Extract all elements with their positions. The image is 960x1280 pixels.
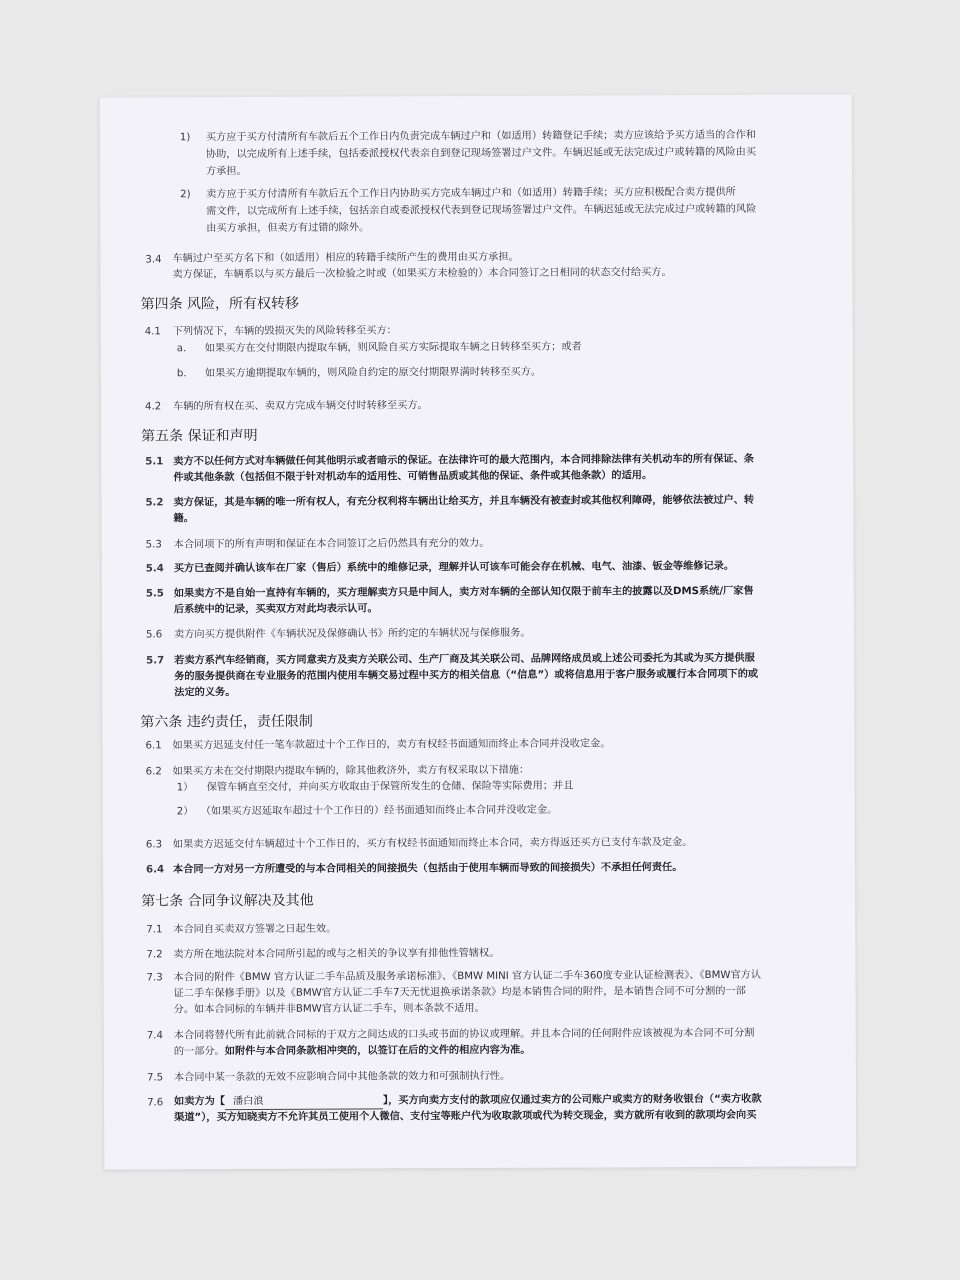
article-title: 第七条 合同争议解决及其他 [141, 892, 314, 910]
clause-line: 法定的义务。 [174, 687, 236, 699]
clause-line: 本合同项下的所有声明和保证在本合同签订之后仍然具有充分的效力。 [173, 537, 490, 551]
clause-line: 本合同中某一条款的无效不应影响合同中其他条款的效力和可强制执行性。 [173, 1070, 511, 1084]
clause-line: 由买方承担，但卖方有过错的除外。 [206, 222, 370, 235]
clause-num: a. [176, 343, 187, 355]
clause-line: 如果买方未在交付期限内提取车辆的，除其他救济外，卖方有权采取以下措施： [172, 764, 530, 778]
clause-line: 后系统中的记录，买卖双方对此均表示认可。 [173, 603, 378, 616]
clause-line: 本合同的附件《BMW 官方认证二手车品质及服务承诺标准》、《BMW MINI 官方认证二手车360度专业认证检测表》、《BMW官方认 [173, 969, 762, 984]
clause-num: 2） [176, 806, 194, 818]
clause-line: 证二手车保修手册》以及《BMW官方认证二手车7天无忧退换承诺条款》均是本销售合同的附件，是本销售合同不可分割的一部 [173, 985, 746, 1000]
clause-num: 5.3 [145, 539, 162, 551]
clause-num: 5.7 [146, 655, 165, 667]
clause-line: 若卖方系汽车经销商，买方同意卖方及卖方关联公司、生产厂商及其关联公司、品牌网络成员或上述公司委托为其或为买方提供服 [174, 652, 755, 667]
clause-line: 本合同自买卖双方签署之日起生效。 [173, 923, 337, 936]
clause-line: 下列情况下，车辆的毁损灭失的风险转移至买方： [172, 325, 397, 338]
clause-line: 卖方保证，其是车辆的唯一所有权人，有充分权利将车辆出让给买方，并且车辆没有被查封或其他权利障碍，能够依法被过户、转 [173, 494, 755, 509]
clause-line: 协助，以完成所有上述手续，包括委派授权代表亲自到登记现场签署过户文件。车辆迟延或无法完成过户或转籍的风险由买 [205, 146, 757, 161]
clause-line: 本合同一方对另一方所遭受的与本合同相关的间接损失（包括由于使用车辆而导致的间接损失）不承担任何责任。 [173, 862, 683, 876]
clause-num: 1） [176, 782, 194, 794]
clause-line: 卖方保证，车辆系以与买方最后一次检验之时或（如果买方未检验的）本合同签订之日相同的状态交付给买方。 [172, 267, 672, 281]
clause-line: 如果买方在交付期限内提取车辆，则风险自买方实际提取车辆之日转移至买方；或者 [204, 341, 582, 355]
seller-name-field: 潘白浪 [225, 1094, 383, 1110]
clause-text: 的一部分。 [173, 1046, 225, 1058]
clause-num: 6.2 [145, 766, 162, 778]
clause-num: 5.6 [145, 629, 163, 641]
clause-line: 渠道”），买方知晓卖方不允许其员工使用个人微信、支付宝等账户代为收取款项或代为转交现金，卖方就所有收到的款项均会向买 [174, 1109, 757, 1124]
clause-line [174, 1093, 762, 1111]
clause-line: 需文件，以完成所有上述手续，包括亲自或委派授权代表到登记现场签署过户文件。车辆迟延或无法完成过户或转籍的风险 [206, 203, 757, 218]
clause-num: 7.2 [146, 949, 163, 961]
clause-text-bold: 如附件与本合同条款相冲突的，以签订在后的文件的相应内容为准。 [224, 1044, 531, 1058]
clause-num: 5.1 [145, 456, 164, 468]
clause-line: 籍。 [173, 513, 194, 525]
clause-line: 卖方向买方提供附件《车辆状况及保修确认书》所约定的车辆状况与保修服务。 [173, 627, 531, 641]
clause-num: 7.6 [147, 1097, 164, 1109]
contract-page [100, 94, 857, 1169]
clause-line: 车辆的所有权在买、卖双方完成车辆交付时转移至买方。 [172, 400, 428, 413]
clause-num: 1) [179, 132, 191, 144]
clause-line: 如果买方迟延支付任一笔车款超过十个工作日的，卖方有权经书面通知而终止本合同并没收定金。 [172, 738, 611, 752]
clause-line: （如果买方迟延取车超过十个工作日的）经书面通知而终止本合同并没收定金。 [200, 804, 558, 818]
clause-line: 卖方所在地法院对本合同所引起的或与之相关的争议享有排他性管辖权。 [173, 947, 500, 961]
clause-line: 分。如本合同标的车辆并非BMW官方认证二手车，则本条款不适用。 [173, 1002, 485, 1016]
clause-num: 5.5 [145, 588, 164, 600]
article-title: 第六条 违约责任，责任限制 [140, 713, 313, 731]
clause-line: 如果买方逾期提取车辆的，则风险自约定的原交付期限界满时转移至买方。 [204, 366, 542, 380]
clause-line [174, 1044, 531, 1060]
clause-num: 7.3 [146, 972, 163, 984]
clause-num: 5.2 [145, 497, 164, 509]
clause-num: 5.4 [145, 563, 164, 575]
clause-num: 7.1 [146, 924, 163, 936]
clause-line: 卖方应于买方付清所有车款后五个工作日内协助买方完成车辆过户和（如适用）转籍手续；买方应积极配合卖方提供所 [206, 186, 736, 201]
clause-text-bold: 如卖方为【 [174, 1096, 226, 1108]
clause-num: 7.5 [146, 1072, 164, 1084]
clause-line: 买方已查阅并确认该车在厂家（售后）系统中的维修记录，理解并认可该车可能会存在机械、电气、油漆、钣金等维修记录。 [173, 560, 735, 575]
clause-line: 卖方不以任何方式对车辆做任何其他明示或者暗示的保证。在法律许可的最大范围内，本合同排除法律有关机动车的所有保证、条 [173, 453, 754, 468]
clause-num: 4.2 [144, 401, 162, 413]
clause-line: 买方应于买方付清所有车款后五个工作日内负责完成车辆过户和（如适用）转籍登记手续；卖方应该给予买方适当的合作和 [205, 129, 756, 144]
clause-line: 务的服务提供商在专业服务的范围内使用车辆交易过程中买方的相关信息（“信息”）或将信息用于客户服务或履行本合同项下的或 [174, 668, 759, 683]
clause-num: 2) [180, 189, 191, 201]
clause-num: 6.1 [145, 740, 162, 752]
clause-num: 3.4 [145, 254, 162, 266]
clause-num: 4.1 [144, 326, 161, 338]
clause-num: b. [176, 368, 187, 380]
clause-line: 车辆过户至买方名下和（如适用）相应的转籍手续所产生的费用由买方承担。 [172, 251, 519, 265]
clause-line: 方承担。 [205, 166, 247, 178]
clause-text-bold: 】，买方向卖方支付的款项应仅通过卖方的公司账户或卖方的财务收银台（“卖方收款 [382, 1093, 762, 1107]
article-title: 第四条 风险，所有权转移 [140, 295, 300, 313]
clause-line: 如果卖方迟延交付车辆超过十个工作日的，买方有权经书面通知而终止本合同，卖方得返还买方已支付车款及定金。 [172, 837, 693, 851]
clause-line: 保管车辆直至交付，并向买方收取由于保管所发生的仓储、保险等实际费用；并且 [206, 780, 574, 794]
clause-num: 7.4 [146, 1030, 163, 1042]
clause-line: 如果卖方不是自始一直持有车辆的，买方理解卖方只是中间人，卖方对车辆的全部认知仅限于前车主的披露以及DMS系统/厂家售 [173, 585, 754, 600]
clause-line: 本合同将替代所有此前就合同标的于双方之间达成的口头或书面的协议或理解。并且本合同的任何附件应该被视为本合同不可分割 [173, 1027, 755, 1042]
clause-line: 件或其他条款（包括但不限于针对机动车的适用性、可销售品质或其他的保证、条件或其他条款）的适用。 [173, 470, 653, 484]
article-title: 第五条 保证和声明 [141, 427, 258, 445]
clause-num: 6.4 [146, 864, 165, 876]
clause-num: 6.3 [145, 839, 163, 851]
